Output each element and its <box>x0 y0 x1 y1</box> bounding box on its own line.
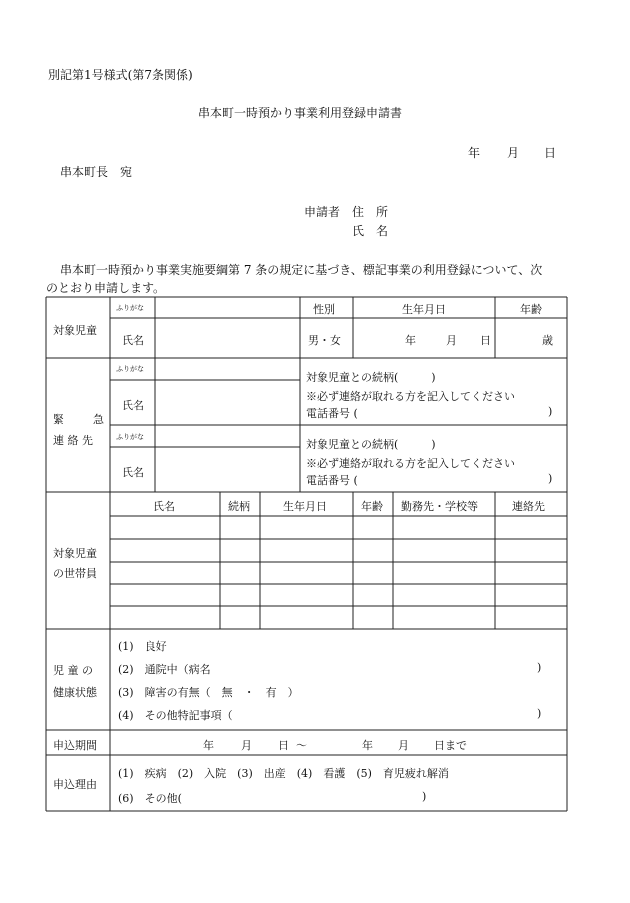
household-col-name: 氏名 <box>153 500 175 513</box>
health-item-2-close: ) <box>537 661 542 674</box>
household-col-age: 年齢 <box>361 500 383 513</box>
health-label-line1: 児 童 の <box>53 664 93 677</box>
period-tilde: ～ <box>296 739 307 752</box>
gender-header: 性別 <box>313 303 335 316</box>
reason-line1: (1) 疾病 (2) 入院 (3) 出産 (4) 看護 (5) 育児疲れ解消 <box>118 767 449 780</box>
date-day-label: 日 <box>544 146 557 160</box>
reason-line2: (6) その他( <box>118 792 182 805</box>
birth-day-label: 日 <box>480 334 491 347</box>
addressee: 串本町長 宛 <box>60 165 133 179</box>
household-col-contact: 連絡先 <box>512 500 545 513</box>
household-col-workplace: 勤務先・学校等 <box>401 500 478 513</box>
intro-text-line2: のとおり申請します。 <box>46 281 166 295</box>
target-child-label: 対象児童 <box>53 324 97 337</box>
health-item-4-close: ) <box>537 707 542 720</box>
applicant-name-label: 氏 名 <box>352 224 389 238</box>
period-end-year: 年 <box>362 739 373 752</box>
reason-line2-close: ) <box>422 790 427 803</box>
applicant-label: 申請者 <box>304 205 341 219</box>
household-label-line2: の世帯員 <box>53 567 97 580</box>
emergency1-note: ※必ず連絡が取れる方を記入してください <box>306 390 515 403</box>
period-start-day: 日 <box>278 739 289 752</box>
age-unit-label: 歳 <box>542 334 553 347</box>
household-col-birthdate: 生年月日 <box>283 500 327 513</box>
emergency2-note: ※必ず連絡が取れる方を記入してください <box>306 457 515 470</box>
emergency1-furigana-label: ふりがな <box>116 365 144 373</box>
emergency2-name-label: 氏名 <box>122 466 144 479</box>
emergency1-phone-close: ) <box>548 405 553 418</box>
birthdate-header: 生年月日 <box>402 303 446 316</box>
form-number: 別記第1号様式(第7条関係) <box>48 68 193 82</box>
emergency1-phone: 電話番号 ( <box>306 407 358 420</box>
period-start-month: 月 <box>241 739 252 752</box>
age-header: 年齢 <box>520 303 542 316</box>
target-child-furigana-label: ふりがな <box>116 304 144 312</box>
health-item-4: (4) その他特記事項（ <box>118 709 233 722</box>
household-label-line1: 対象児童 <box>53 547 97 560</box>
emergency1-name-label: 氏名 <box>122 399 144 412</box>
emergency2-phone-close: ) <box>548 472 553 485</box>
emergency2-phone: 電話番号 ( <box>306 474 358 487</box>
birth-year-label: 年 <box>405 334 416 347</box>
emergency-label-bottom: 連 絡 先 <box>53 434 93 447</box>
emergency2-furigana-label: ふりがな <box>116 433 144 441</box>
household-col-relation: 続柄 <box>228 500 250 513</box>
target-child-name-label: 氏名 <box>122 334 144 347</box>
period-end-day: 日まで <box>434 739 467 752</box>
emergency-label-right: 急 <box>93 413 104 426</box>
applicant-address-label: 住 所 <box>352 205 389 219</box>
gender-options[interactable]: 男・女 <box>308 334 341 347</box>
form-title: 串本町一時預かり事業利用登録申請書 <box>198 106 403 120</box>
date-month-label: 月 <box>507 146 520 160</box>
intro-text-line1: 串本町一時預かり事業実施要綱第 7 条の規定に基づき、標記事業の利用登録について、次 <box>60 263 543 277</box>
health-label-line2: 健康状態 <box>53 686 97 699</box>
health-item-3: (3) 障害の有無（ 無 ・ 有 ） <box>118 686 299 699</box>
reason-label: 申込理由 <box>53 778 97 791</box>
period-start-year: 年 <box>203 739 214 752</box>
health-item-1: (1) 良好 <box>118 640 167 653</box>
emergency-label-left: 緊 <box>53 413 64 426</box>
date-year-label: 年 <box>468 146 481 160</box>
period-label: 申込期間 <box>53 739 97 752</box>
period-end-month: 月 <box>398 739 409 752</box>
birth-month-label: 月 <box>446 334 457 347</box>
emergency2-relation: 対象児童との続柄( ) <box>306 438 436 451</box>
emergency1-relation: 対象児童との続柄( ) <box>306 371 436 384</box>
health-item-2: (2) 通院中（病名 <box>118 663 211 676</box>
